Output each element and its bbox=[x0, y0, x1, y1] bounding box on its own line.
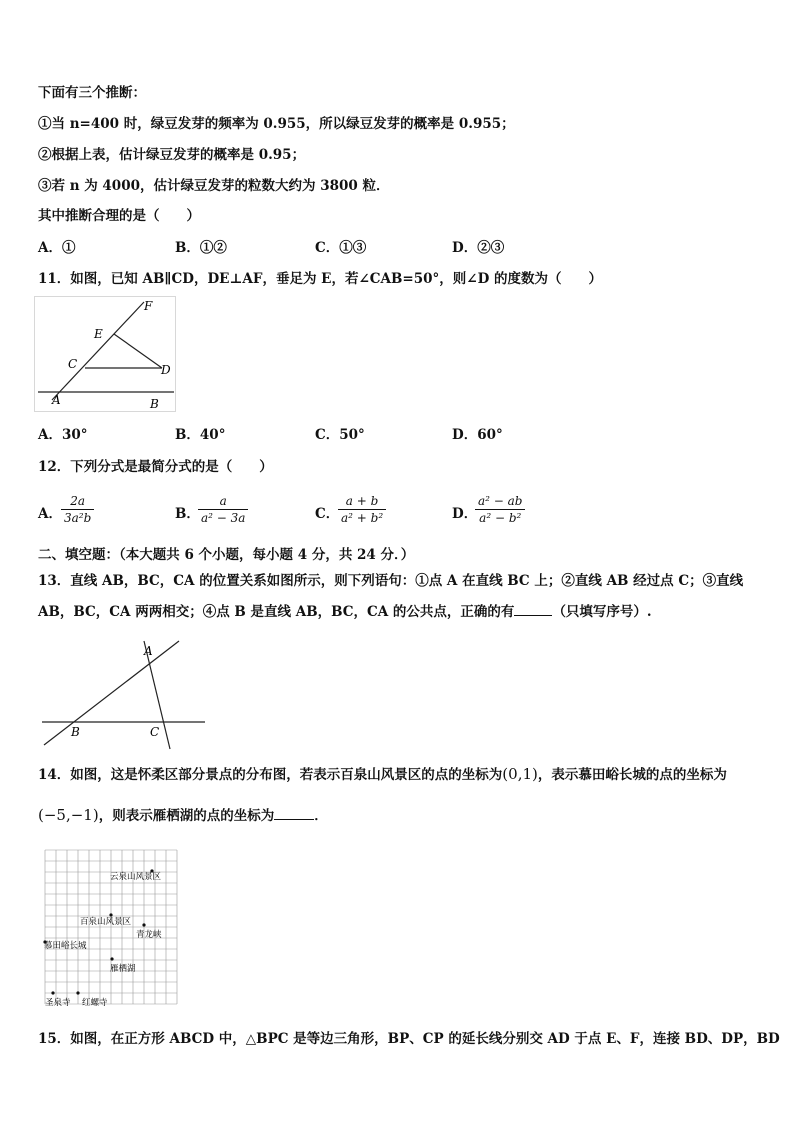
label-hongluo: 红螺寺 bbox=[82, 998, 108, 1008]
q11-option-a: A．30° bbox=[38, 427, 88, 443]
q14-coord-baiquan: (0,1) bbox=[502, 765, 538, 783]
q12-option-a-fraction bbox=[61, 494, 94, 525]
q12-text: 12．下列分式是最简分式的是（ ） bbox=[38, 459, 273, 475]
q12-option-b-letter: B． bbox=[175, 506, 200, 522]
label-baiquan: 百泉山风景区 bbox=[80, 917, 132, 927]
q14-line-1-text: 14．如图，这是怀柔区部分景点的分布图，若表示百泉山风景区的点的坐标为 bbox=[38, 767, 503, 783]
q12-option-b-fraction bbox=[198, 494, 248, 525]
q11-line-af bbox=[52, 302, 144, 400]
q14-line-2-end: ． bbox=[314, 808, 328, 824]
q12-option-c-letter: C． bbox=[315, 506, 340, 522]
q11-option-c: C．50° bbox=[315, 427, 365, 443]
q11-label-d: D bbox=[161, 363, 171, 377]
section-2-heading: 二、填空题：（本大题共 6 个小题，每小题 4 分，共 24 分．） bbox=[38, 547, 415, 563]
q13-line-2-end: （只填写序号）. bbox=[552, 604, 652, 620]
q11-label-e: E bbox=[94, 327, 103, 341]
q12-option-d-letter: D． bbox=[452, 506, 478, 522]
label-yanqi: 雁栖湖 bbox=[110, 964, 136, 974]
q11-option-b: B．40° bbox=[175, 427, 226, 443]
q13-label-c: C bbox=[150, 725, 160, 739]
q12-b-denominator: a² − 3a bbox=[198, 509, 248, 525]
q11-label-b: B bbox=[150, 397, 159, 411]
q11-figure bbox=[34, 296, 176, 412]
q13-figure bbox=[40, 637, 208, 751]
q10-option-c: C．①③ bbox=[315, 240, 367, 256]
q14-line-2 bbox=[38, 806, 328, 825]
q14-line-1-text-b: ，表示慕田峪长城的点的坐标为 bbox=[537, 767, 727, 783]
intro-line-0: 下面有三个推断： bbox=[38, 85, 146, 101]
q11-label-f: F bbox=[144, 299, 153, 313]
q13-label-b: B bbox=[71, 725, 80, 739]
label-yunquan: 云泉山风景区 bbox=[110, 872, 162, 882]
q13-line-2 bbox=[38, 603, 652, 621]
q13-label-a: A bbox=[144, 644, 153, 658]
intro-line-2: ②根据上表，估计绿豆发芽的概率是 0.95； bbox=[38, 147, 306, 163]
q10-option-d: D．②③ bbox=[452, 240, 505, 256]
label-shengquan: 圣泉寺 bbox=[45, 998, 71, 1008]
q10-option-a: A．① bbox=[38, 240, 76, 256]
label-qinglong: 青龙峡 bbox=[136, 930, 162, 940]
q15-text: 15．如图，在正方形 ABCD 中，△BPC 是等边三角形，BP、CP 的延长线分别交 AD 于点 E、F，连接 BD、DP，BD bbox=[38, 1031, 780, 1047]
q12-a-denominator: 3a²b bbox=[61, 509, 94, 525]
q10-question: 其中推断合理的是（ ） bbox=[38, 208, 200, 224]
point-hongluo bbox=[76, 991, 79, 994]
q14-answer-blank bbox=[274, 807, 314, 820]
q10-option-b: B．①② bbox=[175, 240, 227, 256]
q12-c-numerator: a + b bbox=[345, 494, 379, 508]
q13-line-2-text: AB，BC，CA 两两相交；④点 B 是直线 AB，BC，CA 的公共点，正确的有 bbox=[38, 604, 515, 620]
q11-text: 11．如图，已知 AB∥CD，DE⊥AF，垂足为 E，若∠CAB=50°，则∠D 的度数为（ ） bbox=[38, 271, 602, 287]
q12-a-numerator: 2a bbox=[70, 494, 86, 508]
q11-segment-ed bbox=[114, 334, 162, 368]
q13-answer-blank bbox=[514, 603, 552, 616]
q14-line-2-text: ，则表示雁栖湖的点的坐标为 bbox=[98, 808, 275, 824]
point-qinglong bbox=[142, 923, 145, 926]
intro-line-1: ①当 n=400 时，绿豆发芽的频率为 0.955，所以绿豆发芽的概率是 0.955； bbox=[38, 116, 515, 132]
label-mutianyu: 慕田峪长城 bbox=[44, 941, 87, 951]
q11-label-a: A bbox=[52, 393, 61, 407]
q12-d-numerator: a² − ab bbox=[478, 494, 523, 508]
q14-line-1 bbox=[38, 765, 727, 784]
q12-option-a-letter: A． bbox=[38, 506, 62, 522]
q12-option-d-fraction bbox=[475, 494, 525, 525]
q12-c-denominator: a² + b² bbox=[338, 509, 386, 525]
intro-line-3: ③若 n 为 4000，估计绿豆发芽的粒数大约为 3800 粒． bbox=[38, 178, 390, 194]
q14-grid-map bbox=[42, 846, 182, 1010]
q13-line-1: 13．直线 AB，BC，CA 的位置关系如图所示，则下列语句：①点 A 在直线 BC 上；②直线 AB 经过点 C；③直线 bbox=[38, 573, 744, 589]
q12-option-c-fraction bbox=[338, 494, 386, 525]
q14-coord-mutianyu: (−5,−1) bbox=[38, 806, 99, 824]
q11-label-c: C bbox=[68, 357, 78, 371]
q11-option-d: D．60° bbox=[452, 427, 503, 443]
q12-d-denominator: a² − b² bbox=[475, 509, 525, 525]
q12-b-numerator: a bbox=[219, 494, 227, 508]
point-shengquan bbox=[51, 991, 54, 994]
point-yanqi bbox=[110, 957, 113, 960]
